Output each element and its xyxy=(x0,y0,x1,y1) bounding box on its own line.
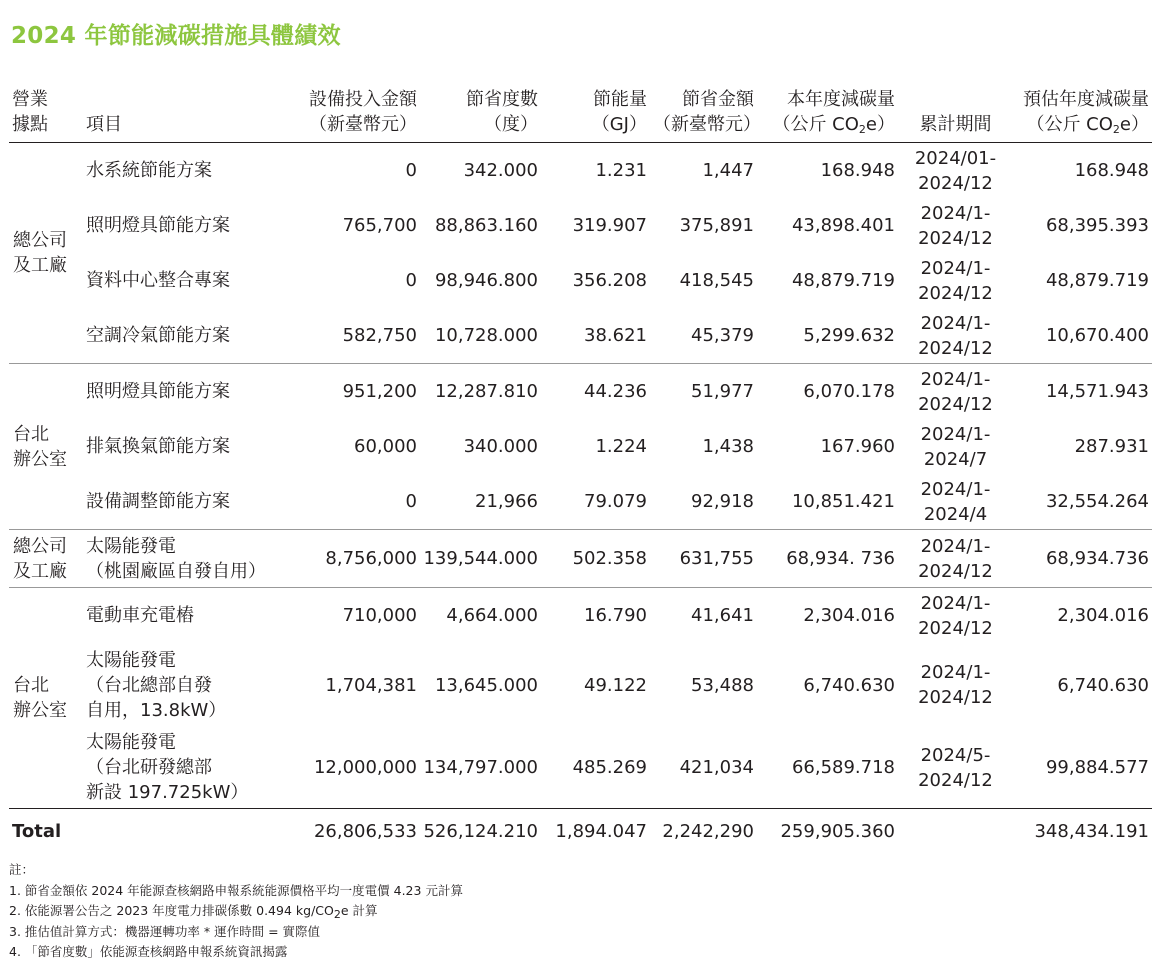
period-cell: 2024/1- 2024/12 xyxy=(918,312,993,359)
money-cell: 51,977 xyxy=(691,381,754,402)
money-cell: 1,447 xyxy=(702,160,754,181)
est-cell: 10,670.400 xyxy=(1045,325,1149,346)
money-cell: 45,379 xyxy=(691,325,754,346)
investment-cell: 582,750 xyxy=(342,325,417,346)
kwh-cell: 88,863.160 xyxy=(434,215,538,236)
est-cell: 68,395.393 xyxy=(1045,215,1149,236)
total-period xyxy=(898,809,1013,854)
period-cell: 2024/5- 2024/12 xyxy=(918,744,993,791)
total-co2: 259,905.360 xyxy=(780,820,895,842)
investment-cell: 0 xyxy=(405,160,417,181)
table-row xyxy=(9,530,1152,588)
table-row xyxy=(9,253,1152,308)
money-cell: 421,034 xyxy=(679,757,754,778)
kwh-cell: 139,544.000 xyxy=(423,548,538,569)
gj-cell: 319.907 xyxy=(572,215,647,236)
site-cell: 總公司 及工廠 xyxy=(13,230,67,276)
header-site: 營業 據點 xyxy=(12,89,48,135)
header-investment: 設備投入金額 （新臺幣元） xyxy=(309,89,417,135)
investment-cell: 1,704,381 xyxy=(325,674,417,696)
header-period: 累計期間 xyxy=(919,114,992,135)
kwh-cell: 340.000 xyxy=(463,436,538,457)
table-row xyxy=(9,643,1152,727)
site-cell: 台北 辦公室 xyxy=(13,423,67,470)
site-cell: 總公司 及工廠 xyxy=(13,535,67,582)
total-kwh: 526,124.210 xyxy=(423,820,538,842)
co2-cell: 66,589.718 xyxy=(791,757,895,778)
table-row xyxy=(9,143,1152,199)
total-row xyxy=(9,809,1152,854)
money-cell: 53,488 xyxy=(691,674,754,696)
item-cell: 空調冷氣節能方案 xyxy=(86,325,230,346)
table-row xyxy=(9,308,1152,364)
money-cell: 1,438 xyxy=(702,436,754,457)
kwh-cell: 4,664.000 xyxy=(446,605,538,626)
co2-cell: 6,740.630 xyxy=(803,674,895,696)
est-cell: 48,879.719 xyxy=(1045,270,1149,291)
investment-cell: 0 xyxy=(405,491,417,512)
co2-cell: 6,070.178 xyxy=(803,381,895,402)
co2-cell: 167.960 xyxy=(820,436,895,457)
total-gj: 1,894.047 xyxy=(555,820,647,842)
header-kwh-saved: 節省度數 （度） xyxy=(466,89,538,135)
item-cell: 排氣換氣節能方案 xyxy=(86,436,230,457)
kwh-cell: 13,645.000 xyxy=(434,674,538,696)
co2-cell: 43,898.401 xyxy=(791,215,895,236)
footnote-4: 4. 「節省度數」依能源查核網路申報系統資訊揭露 xyxy=(9,944,288,959)
item-cell: 電動車充電樁 xyxy=(86,605,194,626)
kwh-cell: 21,966 xyxy=(475,491,538,512)
kwh-cell: 12,287.810 xyxy=(434,381,538,402)
period-cell: 2024/1- 2024/12 xyxy=(918,368,993,415)
period-cell: 2024/1- 2024/12 xyxy=(918,535,993,582)
total-money: 2,242,290 xyxy=(662,820,754,842)
header-co2-reduced: 本年度減碳量 （公斤 $CO_2e$） xyxy=(772,89,895,136)
item-cell: 資料中心整合專案 xyxy=(86,270,230,291)
co2-cell: 10,851.421 xyxy=(791,491,895,512)
est-cell: 32,554.264 xyxy=(1045,491,1149,512)
table-row xyxy=(9,364,1152,420)
gj-cell: 49.122 xyxy=(584,674,647,696)
est-cell: 6,740.630 xyxy=(1057,674,1149,696)
table-row xyxy=(9,588,1152,644)
est-cell: 68,934.736 xyxy=(1045,548,1149,569)
gj-cell: 38.621 xyxy=(584,325,647,346)
header-item: 項目 xyxy=(86,114,122,135)
header-est-co2: 預估年度減碳量 （公斤 $CO_2e$） xyxy=(1023,89,1149,136)
money-cell: 92,918 xyxy=(691,491,754,512)
footnote-heading: 註： xyxy=(9,862,35,877)
gj-cell: 485.269 xyxy=(572,757,647,778)
header-row xyxy=(9,82,1152,143)
footnote-1: 1. 節省金額依 2024 年能源查核網路申報系統能源價格平均一度電價 4.23 元計算 xyxy=(9,882,463,898)
table-row xyxy=(9,474,1152,530)
table-row xyxy=(9,419,1152,474)
investment-cell: 710,000 xyxy=(342,605,417,626)
gj-cell: 1.224 xyxy=(595,436,647,457)
footnotes xyxy=(9,860,463,963)
investment-cell: 60,000 xyxy=(354,436,417,457)
item-cell: 設備調整節能方案 xyxy=(86,491,230,512)
total-label: Total xyxy=(12,820,62,842)
money-cell: 41,641 xyxy=(691,605,754,626)
investment-cell: 0 xyxy=(405,270,417,291)
total-est: 348,434.191 xyxy=(1034,820,1149,842)
gj-cell: 356.208 xyxy=(572,270,647,291)
energy-saving-table xyxy=(9,82,1152,853)
gj-cell: 79.079 xyxy=(584,491,647,512)
co2-cell: 48,879.719 xyxy=(791,270,895,291)
co2-cell: 68,934. 736 xyxy=(786,548,895,569)
kwh-cell: 10,728.000 xyxy=(434,325,538,346)
gj-cell: 16.790 xyxy=(584,605,647,626)
item-cell: 水系統節能方案 xyxy=(86,160,212,181)
table-body xyxy=(9,143,1152,854)
money-cell: 375,891 xyxy=(679,215,754,236)
item-cell: 照明燈具節能方案 xyxy=(86,215,230,236)
period-cell: 2024/1- 2024/12 xyxy=(918,202,993,249)
investment-cell: 951,200 xyxy=(342,381,417,402)
est-cell: 14,571.943 xyxy=(1045,381,1149,402)
co2-cell: 168.948 xyxy=(820,160,895,181)
header-money-saved: 節省金額 （新臺幣元） xyxy=(653,89,761,135)
investment-cell: 12,000,000 xyxy=(313,757,417,778)
period-cell: 2024/01- 2024/12 xyxy=(914,147,997,194)
period-cell: 2024/1- 2024/7 xyxy=(920,423,991,470)
period-cell: 2024/1- 2024/4 xyxy=(920,478,991,525)
site-cell: 台北 辦公室 xyxy=(13,675,67,721)
period-cell: 2024/1- 2024/12 xyxy=(918,662,993,708)
est-cell: 2,304.016 xyxy=(1057,605,1149,626)
est-cell: 99,884.577 xyxy=(1045,757,1149,778)
item-cell: 太陽能發電 （台北總部自發 自用，13.8kW） xyxy=(86,649,227,721)
gj-cell: 44.236 xyxy=(584,381,647,402)
table-row xyxy=(9,198,1152,253)
footnote-2: 2. 依能源署公告之 2023 年度電力排碳係數 0.494 $kg/CO_2e$ 計算 xyxy=(9,903,378,921)
money-cell: 631,755 xyxy=(679,548,754,569)
co2-cell: 2,304.016 xyxy=(803,605,895,626)
investment-cell: 8,756,000 xyxy=(325,548,417,569)
gj-cell: 1.231 xyxy=(595,160,647,181)
kwh-cell: 98,946.800 xyxy=(434,270,538,291)
money-cell: 418,545 xyxy=(679,270,754,291)
est-cell: 287.931 xyxy=(1074,436,1149,457)
period-cell: 2024/1- 2024/12 xyxy=(918,592,993,639)
table-row xyxy=(9,727,1152,809)
page-title: 2024 年節能減碳措施具體績效 xyxy=(11,23,341,49)
investment-cell: 765,700 xyxy=(342,215,417,236)
kwh-cell: 342.000 xyxy=(463,160,538,181)
header-energy-saved: 節能量 （GJ） xyxy=(591,89,647,135)
total-investment: 26,806,533 xyxy=(313,820,417,842)
est-cell: 168.948 xyxy=(1074,160,1149,181)
item-cell: 照明燈具節能方案 xyxy=(86,381,230,402)
item-cell: 太陽能發電 （桃園廠區自發自用） xyxy=(86,535,266,582)
footnote-3: 3. 推估值計算方式：機器運轉功率 * 運作時間 = 實際值 xyxy=(9,923,321,939)
kwh-cell: 134,797.000 xyxy=(423,757,538,778)
gj-cell: 502.358 xyxy=(572,548,647,569)
period-cell: 2024/1- 2024/12 xyxy=(918,257,993,304)
item-cell: 太陽能發電 （台北研發總部 新設 197.725kW） xyxy=(86,732,249,803)
co2-cell: 5,299.632 xyxy=(803,325,895,346)
